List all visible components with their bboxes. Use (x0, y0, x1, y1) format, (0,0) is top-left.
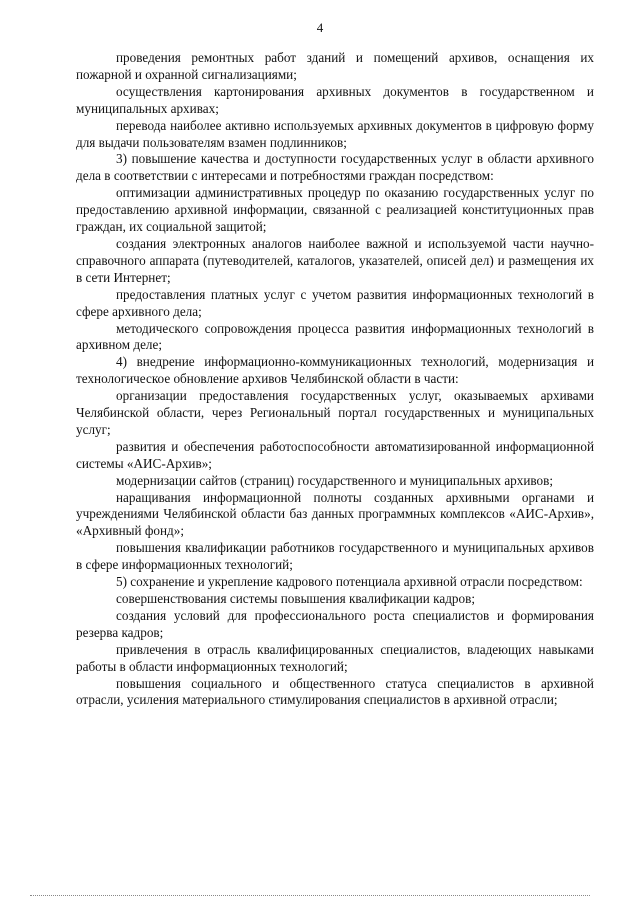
paragraph: предоставления платных услуг с учетом развития информационных технологий в сфере архивного дела; (76, 286, 594, 319)
paragraph: организации предоставления государственных услуг, оказываемых архивами Челябинской области, через Региональный портал государственных и муниципальных услуг; (76, 388, 594, 437)
paragraph: повышения социального и общественного статуса специалистов в архивной отрасли, усиления материального стимулирования специалистов в архивной отрасли; (76, 675, 594, 708)
paragraph: совершенствования системы повышения квалификации кадров; (116, 591, 475, 606)
scan-bottom-edge (30, 895, 590, 896)
paragraph: проведения ремонтных работ зданий и помещений архивов, оснащения их пожарной и охранной сигнализациями; (76, 50, 594, 82)
paragraph: оптимизации административных процедур по оказанию государственных услуг по предоставлению архивной информации, связанной с реализацией конституционных прав граждан, их социальной защитой; (76, 185, 594, 235)
paragraph: 5) сохранение и укрепление кадрового потенциала архивной отрасли посредством: (116, 574, 583, 590)
paragraph: создания электронных аналогов наиболее важной и используемой части научно-справочного аппарата (путеводителей, каталогов, указателей, описей дел) и размещения их в сети Интернет; (76, 235, 594, 285)
paragraph: 4) внедрение информационно-коммуникационных технологий, модернизация и технологическое обновление архивов Челябинской области в части: (76, 354, 594, 387)
paragraph: привлечения в отрасль квалифицированных специалистов, владеющих навыками работы в области информационных технологий; (76, 641, 594, 674)
paragraph: 3) повышение качества и доступности государственных услуг в области архивного дела в соответствии с интересами и потребностями граждан посредством: (76, 151, 594, 184)
paragraph: повышения квалификации работников государственного и муниципальных архивов в сфере информационных технологий; (76, 540, 594, 573)
paragraph: модернизации сайтов (страниц) государственного и муниципальных архивов; (116, 472, 554, 488)
page-number: 4 (316, 20, 324, 35)
paragraph: методического сопровождения процесса развития информационных технологий в архивном деле; (76, 320, 594, 353)
body-text (76, 50, 594, 709)
paragraph: развития и обеспечения работоспособности автоматизированной информационной системы «АИС-Архив»; (76, 438, 594, 471)
paragraph: создания условий для профессионального роста специалистов и формирования резерва кадров; (76, 607, 594, 640)
paragraph: наращивания информационной полноты созданных архивными органами и учреждениями Челябинской области баз данных программных комплексов «АИС-Архив», «Архивный фонд»; (76, 489, 594, 539)
paragraph: перевода наиболее активно используемых архивных документов в цифровую форму для выдачи пользователям взамен подлинников; (76, 117, 594, 150)
paragraph: осуществления картонирования архивных документов в государственном и муниципальных архивах; (76, 83, 594, 116)
